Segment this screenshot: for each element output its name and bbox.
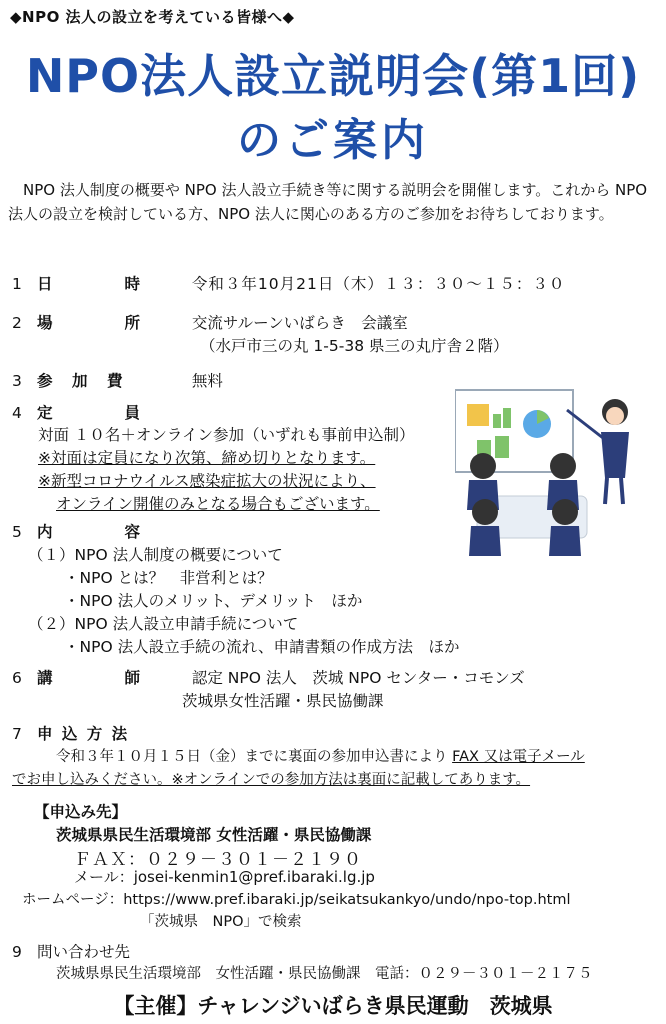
item-value: 無料	[191, 372, 223, 390]
board-bar	[495, 436, 509, 458]
attendee-head	[472, 499, 498, 525]
item-place	[12, 311, 408, 333]
item-label: 問い合わせ先	[36, 943, 130, 961]
attendee-body	[469, 526, 501, 556]
item-number: 3	[12, 372, 22, 390]
capacity-line: 対面 １０名＋オンライン参加（いずれも事前申込制）	[38, 426, 415, 444]
inquiry-heading	[12, 940, 130, 962]
item-apply	[12, 722, 187, 744]
content-bullet: ・NPO とは？ 非営利とは？	[64, 569, 273, 587]
item-label: 参 加 費	[36, 372, 125, 390]
attendee-body	[549, 526, 581, 556]
item-number: 2	[12, 314, 22, 332]
apply-line	[12, 768, 530, 789]
board-bar	[493, 414, 501, 428]
content-bullet: ・NPO 法人のメリット、デメリット ほか	[64, 592, 363, 610]
content-section: （１）NPO 法人制度の概要について	[28, 546, 283, 564]
item-label: 内 容	[36, 523, 142, 541]
board-bar	[503, 408, 511, 428]
seminar-illustration	[455, 380, 650, 560]
content-section: （２）NPO 法人設立申請手続について	[28, 615, 299, 633]
attendee-head	[550, 453, 576, 479]
attendee-head	[470, 453, 496, 479]
item-capacity	[12, 401, 187, 423]
place-address: （水戸市三の丸 1-5-38 県三の丸庁舎２階）	[200, 337, 509, 355]
capacity-note: ※対面は定員になり次第、締め切りとなります。	[38, 449, 376, 467]
apply-text: でお申し込みください。	[12, 772, 172, 788]
item-value: 令和３年10月21日（木）１３：３０～１５：３０	[191, 275, 566, 293]
attendee-head	[552, 499, 578, 525]
item-number: 4	[12, 404, 22, 422]
item-date	[12, 272, 565, 294]
intro-paragraph: NPO 法人制度の概要や NPO 法人設立手続き等に関する説明会を開催します。これから NPO 法人の設立を検討している方、NPO 法人に関心のある方のご参加をお待ちしております。	[8, 181, 648, 223]
contact-homepage	[22, 888, 571, 909]
board-chart	[467, 404, 489, 426]
tagline: ◆NPO 法人の設立を考えている皆様へ◆	[10, 8, 295, 26]
item-value: 交流サルーンいばらき 会議室	[191, 314, 408, 332]
presenter-leg	[605, 478, 607, 504]
item-lecturer	[12, 666, 525, 688]
item-label: 場 所	[36, 314, 142, 332]
item-number: 1	[12, 275, 22, 293]
presenter-leg	[621, 478, 623, 504]
presenter-face	[606, 407, 624, 425]
contact-mail[interactable]: メール：josei-kenmin1@pref.ibaraki.lg.jp	[74, 868, 375, 886]
capacity-note: オンライン開催のみとなる場合もございます。	[56, 495, 380, 513]
item-value: 認定 NPO 法人 茨城 NPO センター・コモンズ	[191, 669, 525, 687]
homepage-label: ホームページ：	[22, 892, 124, 908]
apply-line	[56, 745, 585, 766]
presenter-body	[601, 432, 629, 478]
item-number: 5	[12, 523, 22, 541]
content-bullet: ・NPO 法人設立手続の流れ、申請書類の作成方法 ほか	[64, 638, 460, 656]
page-title: NPO法人設立説明会(第1回)	[25, 49, 641, 103]
item-label: 講 師	[36, 669, 142, 687]
contact-heading: 【申込み先】	[34, 803, 128, 821]
item-number: 6	[12, 669, 22, 687]
item-content	[12, 520, 187, 542]
organizer-footer: 【主催】チャレンジいばらき県民運動 茨城県	[113, 994, 553, 1018]
item-number: 7	[12, 725, 22, 743]
inquiry-line: 茨城県県民生活環境部 女性活躍・県民協働課 電話：０２９－３０１－２１７５	[56, 966, 593, 982]
contact-org: 茨城県県民生活環境部 女性活躍・県民協働課	[56, 826, 372, 844]
capacity-note: ※新型コロナウイルス感染症拡大の状況により、	[38, 472, 376, 490]
lecturer-line: 茨城県女性活躍・県民協働課	[182, 692, 384, 710]
apply-method: FAX 又は電子メール	[452, 749, 585, 765]
item-label: 日 時	[36, 275, 142, 293]
item-label: 定 員	[36, 404, 142, 422]
item-label: 申 込 方 法	[36, 725, 130, 743]
contact-search-hint: 「茨城県 NPO」で検索	[140, 914, 302, 930]
contact-fax: ＦＡＸ：０２９－３０１－２１９０	[74, 850, 362, 870]
apply-online-note: ※オンラインでの参加方法は裏面に記載してあります。	[171, 772, 531, 788]
page-subtitle: のご案内	[237, 115, 429, 166]
item-number: 9	[12, 943, 22, 961]
homepage-link[interactable]: https://www.pref.ibaraki.jp/seikatsukankyo/undo/npo-top.html	[123, 892, 571, 908]
item-fee	[12, 369, 223, 391]
apply-text: 令和３年１０月１５日（金）までに裏面の参加申込書により	[56, 749, 453, 765]
